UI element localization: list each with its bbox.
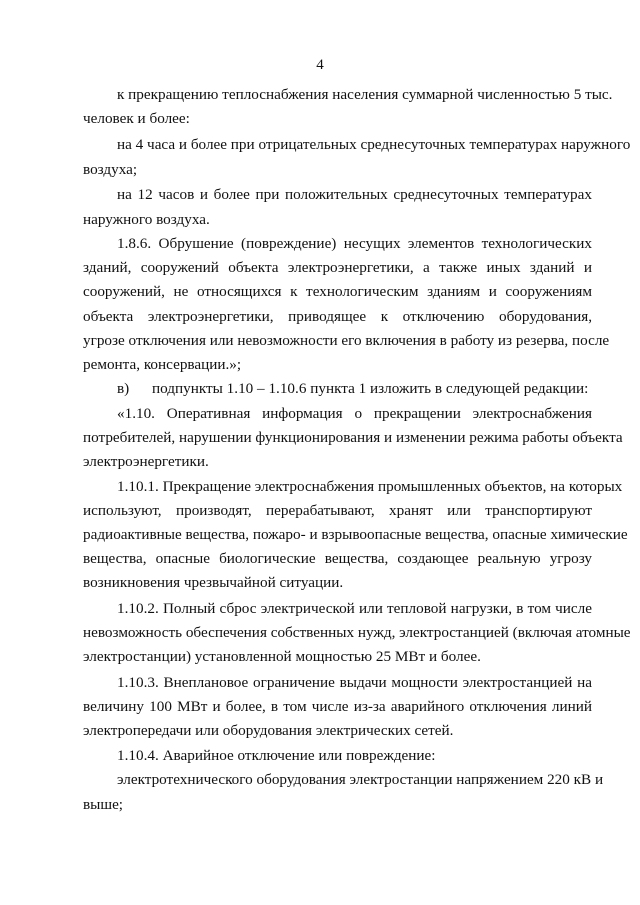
text-line: электропередачи или оборудования электрических сетей. bbox=[83, 722, 454, 739]
text-line: объекта электроэнергетики, приводящее к отключению оборудования, bbox=[83, 308, 592, 325]
text-line: человек и более: bbox=[83, 110, 190, 127]
text-line: «1.10. Оперативная информация о прекращении электроснабжения bbox=[117, 405, 592, 422]
text-line: выше; bbox=[83, 796, 124, 813]
text-line: 1.10.1. Прекращение электроснабжения промышленных объектов, на которых bbox=[117, 478, 623, 495]
text-line: электротехнического оборудования электростанции напряжением 220 кВ и bbox=[117, 771, 604, 788]
text-line: 1.10.4. Аварийное отключение или повреждение: bbox=[117, 747, 436, 764]
text-line: невозможность обеспечения собственных нужд, электростанцией (включая атомные bbox=[83, 624, 631, 641]
text-line: зданий, сооружений объекта электроэнергетики, а также иных зданий и bbox=[83, 259, 592, 276]
text-line: на 4 часа и более при отрицательных среднесуточных температурах наружного bbox=[117, 136, 631, 153]
text-line: ремонта, консервации.»; bbox=[83, 356, 242, 373]
text-line: сооружений, не относящихся к технологическим зданиям и сооружениям bbox=[83, 283, 592, 300]
text-line: на 12 часов и более при положительных среднесуточных температурах bbox=[117, 186, 592, 203]
text-line: 1.10.2. Полный сброс электрической или тепловой нагрузки, в том числе bbox=[117, 600, 592, 617]
text-line: угрозе отключения или невозможности его включения в работу из резерва, после bbox=[83, 332, 610, 349]
text-line: используют, производят, перерабатывают, хранят или транспортируют bbox=[83, 502, 592, 519]
page-number: 4 bbox=[316, 57, 324, 73]
text-line: наружного воздуха. bbox=[83, 211, 210, 228]
text-line: в) подпункты 1.10 – 1.10.6 пункта 1 изложить в следующей редакции: bbox=[117, 380, 589, 397]
text-line: воздуха; bbox=[83, 161, 138, 178]
text-line: потребителей, нарушении функционирования и изменении режима работы объекта bbox=[83, 429, 623, 446]
text-line: электроэнергетики. bbox=[83, 453, 209, 470]
text-line: величину 100 МВт и более, в том числе из-за аварийного отключения линий bbox=[83, 698, 592, 715]
text-line: возникновения чрезвычайной ситуации. bbox=[83, 574, 344, 591]
text-line: 1.8.6. Обрушение (повреждение) несущих элементов технологических bbox=[117, 235, 592, 252]
text-line: электростанции) установленной мощностью 25 МВт и более. bbox=[83, 648, 481, 665]
text-line: 1.10.3. Внеплановое ограничение выдачи мощности электростанцией на bbox=[117, 674, 592, 691]
text-line: вещества, опасные биологические вещества, создающее реальную угрозу bbox=[83, 550, 592, 567]
text-line: радиоактивные вещества, пожаро- и взрывоопасные вещества, опасные химические bbox=[83, 526, 628, 543]
text-line: к прекращению теплоснабжения населения суммарной численностью 5 тыс. bbox=[117, 86, 613, 103]
